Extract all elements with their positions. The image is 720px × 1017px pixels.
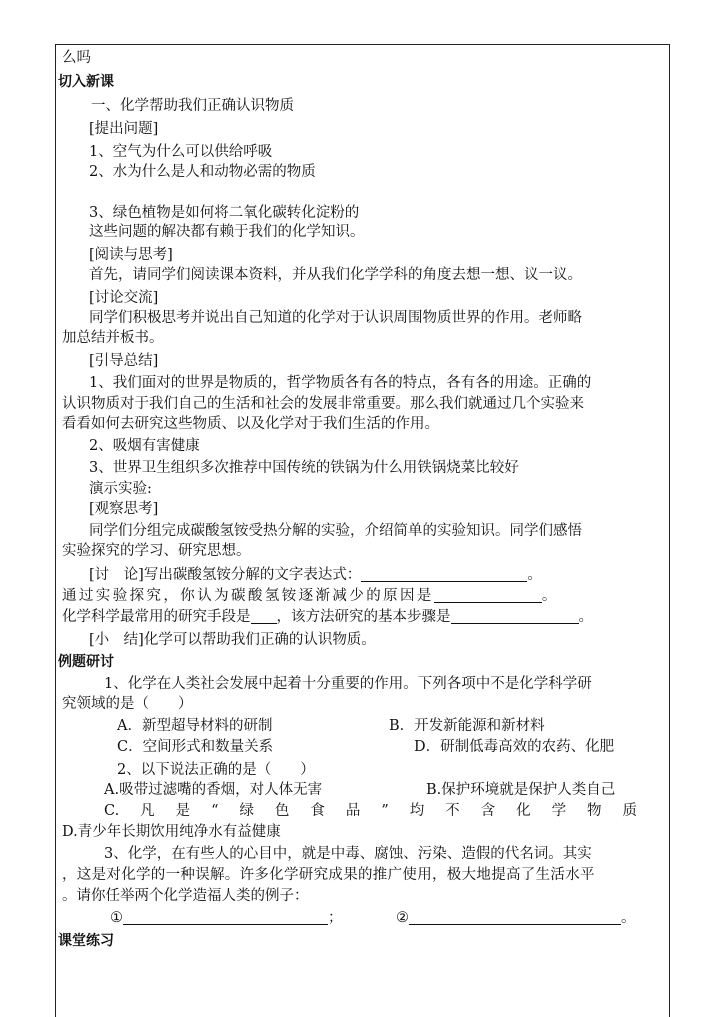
- text-line: 实验探究的学习、研究思想。: [62, 543, 251, 559]
- text-fragment: 。: [578, 609, 593, 625]
- text-line: 么吗: [62, 50, 91, 66]
- answer-blank[interactable]: [123, 909, 328, 925]
- circled-number-1: ①: [110, 910, 123, 926]
- question-text: 3、化学，在有些人的心目中，就是中毒、腐蚀、污染、造假的代名词。其实: [104, 846, 592, 862]
- text-line: [阅读与思考]: [89, 247, 173, 263]
- text-fragment: 化学科学最常用的研究手段是: [62, 609, 251, 625]
- text-line: [小 结]化学可以帮助我们正确的认识物质。: [89, 632, 376, 648]
- text-line: [提出问题]: [89, 121, 159, 137]
- text-line: 2、吸烟有害健康: [89, 438, 200, 454]
- question-text: 。请你任举两个化学造福人类的例子：: [62, 888, 309, 904]
- option-d: D．研制低毒高效的农药、化肥: [414, 739, 615, 755]
- fill-blank-line: [62, 586, 556, 606]
- circled-number-2: ②: [396, 910, 409, 926]
- answer-blank[interactable]: [451, 608, 579, 624]
- text-line: 首先，请同学们阅读课本资料，并从我们化学学科的角度去想一想、议一议。: [89, 267, 582, 283]
- text-line: [引导总结]: [89, 353, 159, 369]
- text-fragment: 。: [527, 567, 542, 583]
- option-d: D.青少年长期饮用纯净水有益健康: [62, 824, 281, 840]
- fill-blank-line: [110, 908, 343, 928]
- text-fragment: 。: [621, 910, 636, 926]
- text-line: 看看如何去研究这些物质、以及化学对于我们生活的作用。: [62, 416, 439, 432]
- option-a: A．新型超导材料的研制: [117, 718, 273, 734]
- answer-blank[interactable]: [434, 587, 542, 603]
- answer-blank[interactable]: [361, 566, 527, 582]
- option-b: B.保护环境就是保护人类自己: [426, 782, 616, 798]
- section-heading: 课堂练习: [58, 933, 114, 949]
- text-fragment: ；: [328, 910, 343, 926]
- option-b: B．开发新能源和新材料: [389, 718, 545, 734]
- answer-blank[interactable]: [409, 909, 621, 925]
- text-line: 2、水为什么是人和动物必需的物质: [89, 164, 316, 180]
- question-text: 究领域的是（ ）: [62, 696, 193, 712]
- text-line: 一、化学帮助我们正确认识物质: [91, 98, 294, 114]
- text-fragment: [讨 论]写出碳酸氢铵分解的文字表达式：: [89, 567, 362, 583]
- text-fragment: ，该方法研究的基本步骤是: [276, 609, 451, 625]
- text-line: 演示实验:: [89, 481, 152, 497]
- text-line: 加总结并板书。: [62, 330, 164, 346]
- text-line: 1、空气为什么可以供给呼吸: [89, 144, 273, 160]
- fill-blank-line: [89, 565, 662, 585]
- text-line: [讨论交流]: [89, 290, 159, 306]
- text-line: 同学们分组完成碳酸氢铵受热分解的实验，介绍简单的实验知识。同学们感悟: [89, 523, 582, 539]
- fill-blank-line: [62, 607, 593, 627]
- option-a: A.吸带过滤嘴的香烟，对人体无害: [104, 782, 323, 798]
- option-c: C.凡是“绿色食品”均不含化学物质: [104, 803, 637, 819]
- text-line: 3、世界卫生组织多次推荐中国传统的铁锅为什么用铁锅烧菜比较好: [89, 460, 519, 476]
- text-line: 这些问题的解决都有赖于我们的化学知识。: [89, 224, 365, 240]
- text-line: 认识物质对于我们自己的生活和社会的发展非常重要。那么我们就通过几个实验来: [62, 396, 584, 412]
- answer-blank[interactable]: [251, 608, 277, 624]
- question-text: 1、化学在人类社会发展中起着十分重要的作用。下列各项中不是化学科学研: [104, 676, 592, 692]
- question-text: 2、以下说法正确的是（ ）: [117, 762, 315, 778]
- text-line: [观察思考]: [89, 501, 159, 517]
- section-heading: 例题研讨: [58, 654, 114, 670]
- option-c: C．空间形式和数量关系: [117, 739, 274, 755]
- text-line: 1、我们面对的世界是物质的，哲学物质各有各的特点，各有各的用途。正确的: [89, 375, 592, 391]
- text-fragment: 通过实验探究，你认为碳酸氢铵逐渐减少的原因是: [62, 588, 434, 604]
- text-line: 3、绿色植物是如何将二氧化碳转化淀粉的: [89, 205, 360, 221]
- text-line: 同学们积极思考并说出自己知道的化学对于认识周围物质世界的作用。老师略: [89, 310, 582, 326]
- fill-blank-line: [396, 908, 636, 928]
- section-heading: 切入新课: [58, 74, 114, 90]
- question-text: ，这是对化学的一种误解。许多化学研究成果的推广使用，极大地提高了生活水平: [62, 867, 595, 883]
- text-fragment: 。: [541, 588, 557, 604]
